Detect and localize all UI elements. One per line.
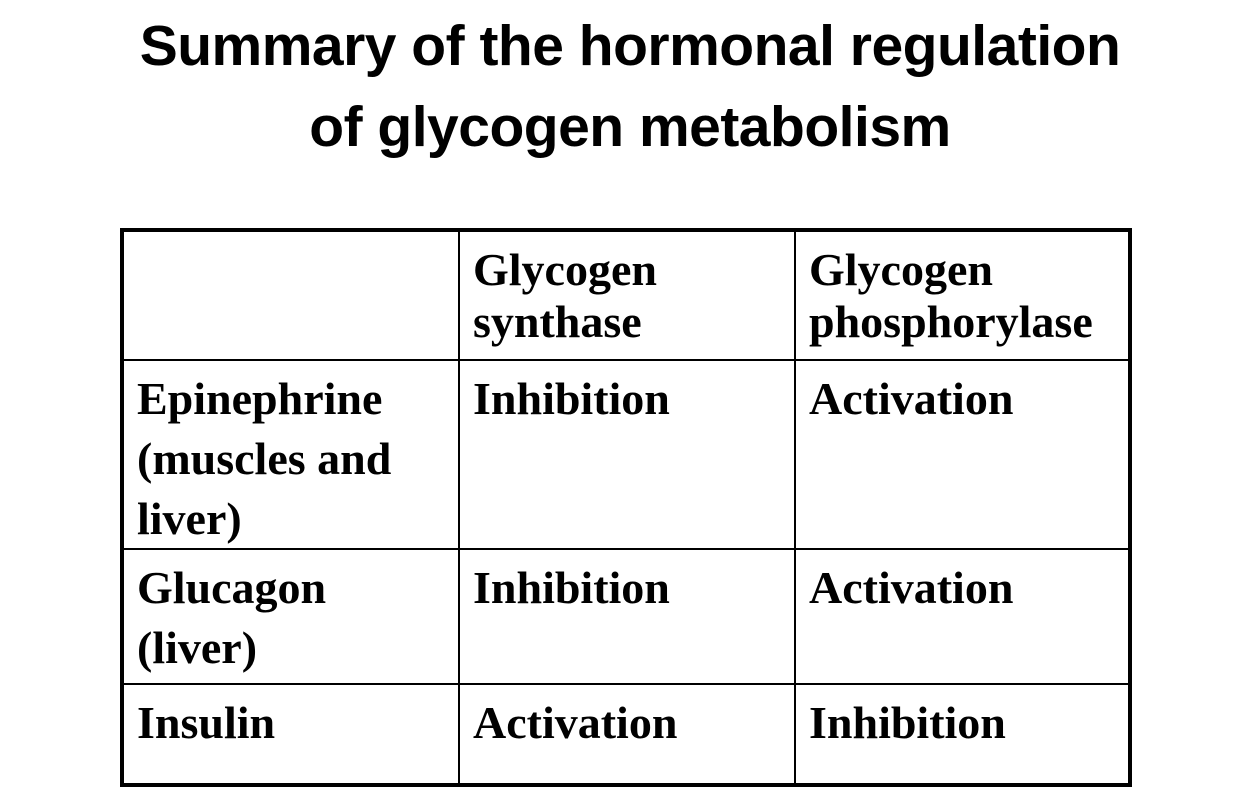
cell-epinephrine-synthase-effect: Inhibition — [459, 360, 795, 549]
cell-insulin-synthase-effect: Activation — [459, 684, 795, 785]
cell-insulin-phosphorylase-effect: Inhibition — [795, 684, 1130, 785]
header-cell-glycogen-synthase: Glycogen synthase — [459, 230, 795, 360]
table-header-row — [122, 230, 1130, 360]
table-row-insulin — [122, 684, 1130, 785]
table-row-epinephrine — [122, 360, 1130, 549]
hormone-regulation-table — [120, 228, 1132, 787]
cell-epinephrine-phosphorylase-effect: Activation — [795, 360, 1130, 549]
cell-glucagon-phosphorylase-effect: Activation — [795, 549, 1130, 684]
hormone-cell-epinephrine: Epinephrine (muscles and liver) — [122, 360, 459, 549]
table-row-glucagon — [122, 549, 1130, 684]
header-cell-empty — [122, 230, 459, 360]
hormone-cell-insulin: Insulin — [122, 684, 459, 785]
slide-title: Summary of the hormonal regulation of glycogen metabolism — [139, 14, 1121, 159]
header-cell-glycogen-phosphorylase: Glycogen phosphorylase — [795, 230, 1130, 360]
hormone-cell-glucagon: Glucagon (liver) — [122, 549, 459, 684]
cell-glucagon-synthase-effect: Inhibition — [459, 549, 795, 684]
